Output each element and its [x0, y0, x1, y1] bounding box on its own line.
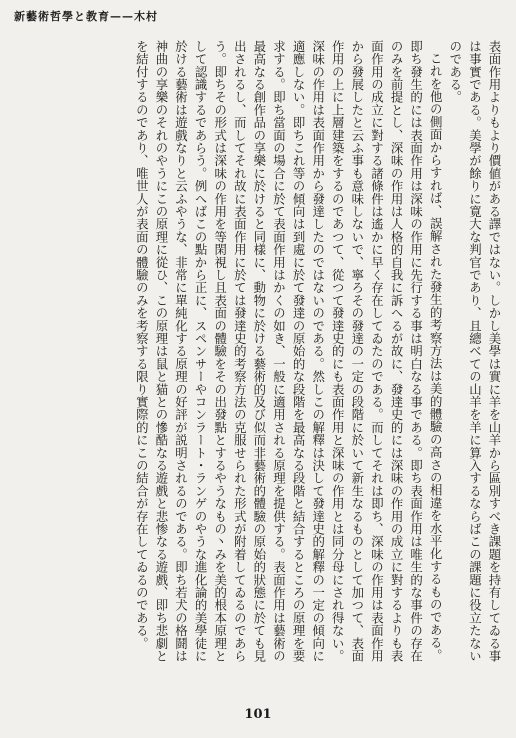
paragraph: これを他の側面からすれば、誤解された發生的考察方法は美的體驗の高さの相違を水平化するものである。即ち發生的には表面作用は深味の作用に先行する事は明白なる事である。即ち表面作用は唯生的な事件の存在のみを前提とし、深味の作用は人格的自我に訴へるが故に、發達史的には深味の作用の成立に對するよりも表面作用の成立に對する諸條件は遙かに早く存在してゐたのである。而してそれは即ち、深味の作用は表面作用から發展したと云ふ事も意味しないで、寧ろその發達の一定の段階に於いて新生なるものとして加つて、表面作用の上に上層建築をするのであつて、從つて發達史的にも表面作用と深味の作用とは同分母にされ得ない。深味の作用は表面作用から發達したのではないのである。然しこの解釋は決して發達史的解釋の一定の傾向に適應しない。即ちこれ等の傾向は到處に於て發達の原始的な段階を最高なる段階と結合するところの原理を要求する。即ち當面の場合に於て表面作用はかくの如き、一般に適用される原理を提供する。表面作用は藝術の最高なる創作品の享樂に於けると同樣に、動物に於ける藝術的及び似而非藝術的體驗の原始的狀態に於ても見出されるし、而してそれ故に表面作用に於ては發達史的考察方法の克服せられた形式が附着してゐるのであらう。即ちその形式は深味の作用を等閑視し且表面の體驗をその出發點とするやうなもの丶みを美的根本原理として認識するであらう。例へばこの點から正に、スペンサーやコンラート・ランゲのやうな進化論的美學徒に於ける藝術は遊戲なりと云ふやうな、非常に單純化する原理の好評が説明されるのである。即ち若犬の格鬪は神曲の享樂のそれのやうにこの原理に從ひ、この原理は鼠と猫との慘酷なる遊戲と悲惨なる遊戲、即ち悲劇とを結付するのであり、唯世人が表面の體驗のみを考察する限り實際的にこの結合が存在してゐるのである。 — [134, 40, 444, 663]
paragraph: 表面作用よりもより價値がある譯ではない。しかし美學は實に羊を山羊から區別すべき課題を持有してゐる事は事實である。美學が餘りに寛大な判官であり、且總べての山羊を羊に算入するならばこの課題に役立たないのである。 — [447, 40, 502, 663]
page-number: 101 — [244, 707, 272, 722]
running-header: 新藝術哲學と教育——木村 — [14, 10, 158, 23]
body-text — [16, 40, 504, 672]
